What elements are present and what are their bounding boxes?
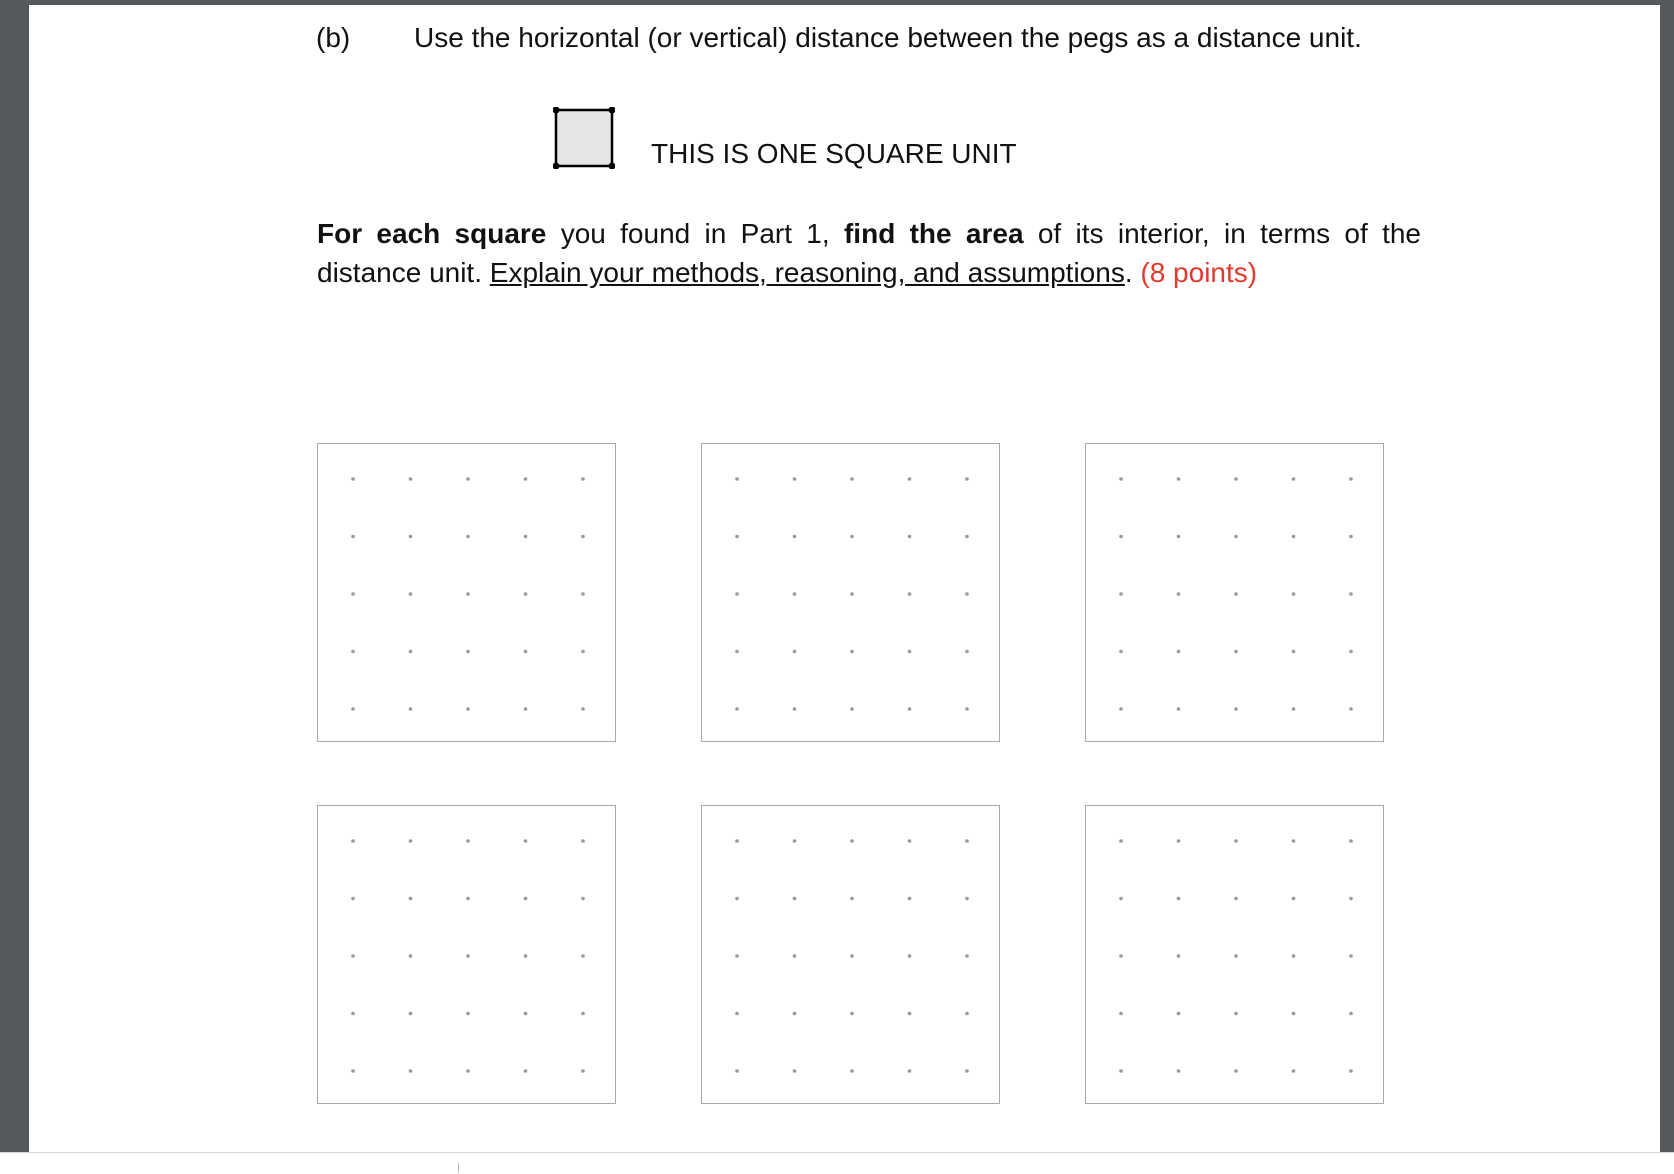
geoboard-peg xyxy=(1119,954,1123,958)
geoboard-peg xyxy=(793,535,797,539)
geoboard-peg xyxy=(735,707,739,711)
geoboard-peg xyxy=(1119,1069,1123,1073)
instruction-text: Use the horizontal (or vertical) distance between the pegs as a distance unit. xyxy=(414,22,1362,53)
geoboard-peg xyxy=(735,954,739,958)
geoboard-peg xyxy=(1349,1069,1353,1073)
geoboard-peg xyxy=(524,535,528,539)
geoboard-peg xyxy=(1177,707,1181,711)
geoboard-peg xyxy=(1119,650,1123,654)
geoboard-peg xyxy=(581,707,585,711)
geoboard-4[interactable] xyxy=(317,805,616,1104)
geoboard-peg xyxy=(1234,592,1238,596)
task-emphasis-area: find the area xyxy=(843,218,1024,249)
geoboard-peg xyxy=(965,839,969,843)
geoboard-peg xyxy=(524,1012,528,1016)
geoboard-peg xyxy=(965,650,969,654)
geoboard-peg xyxy=(409,477,413,481)
geoboard-peg xyxy=(735,535,739,539)
geoboard-peg xyxy=(409,1012,413,1016)
geoboard-peg xyxy=(965,592,969,596)
geoboard-peg xyxy=(466,592,470,596)
task-underlined-text: Explain your methods, reasoning, and assumptions xyxy=(489,257,1125,288)
geoboard-peg xyxy=(1234,535,1238,539)
geoboard-peg xyxy=(1177,839,1181,843)
task-line-2 xyxy=(317,253,1257,292)
geoboard-peg xyxy=(965,1069,969,1073)
geoboard-peg xyxy=(1234,839,1238,843)
geoboard-peg xyxy=(466,839,470,843)
geoboard-peg xyxy=(793,477,797,481)
geoboard-peg xyxy=(581,592,585,596)
geoboard-peg xyxy=(908,477,912,481)
geoboard-peg xyxy=(735,839,739,843)
geoboard-peg xyxy=(1234,477,1238,481)
geoboard-peg xyxy=(409,1069,413,1073)
geoboard-peg xyxy=(1119,839,1123,843)
geoboard-peg xyxy=(1234,650,1238,654)
task-text: . xyxy=(1124,257,1141,288)
unit-square-caption: THIS IS ONE SQUARE UNIT xyxy=(651,138,1017,169)
geoboard-peg xyxy=(793,1012,797,1016)
geoboard-peg xyxy=(1292,1069,1296,1073)
task-text: of its interior, in terms of the xyxy=(1023,218,1421,249)
geoboard-peg xyxy=(351,592,355,596)
geoboard-peg xyxy=(1119,477,1123,481)
geoboard-peg xyxy=(793,592,797,596)
bottom-ruler-tick xyxy=(458,1163,459,1173)
geoboard-peg xyxy=(1349,1012,1353,1016)
geoboard-peg xyxy=(1349,897,1353,901)
geoboard-peg xyxy=(524,592,528,596)
geoboard-peg xyxy=(409,707,413,711)
task-text: distance unit. xyxy=(317,257,490,288)
geoboard-peg xyxy=(466,954,470,958)
geoboard-peg xyxy=(908,650,912,654)
geoboard-peg xyxy=(850,954,854,958)
geoboard-peg xyxy=(735,897,739,901)
geoboard-peg xyxy=(524,954,528,958)
geoboard-peg xyxy=(793,897,797,901)
geoboard-peg xyxy=(351,839,355,843)
geoboard-peg xyxy=(850,707,854,711)
geoboard-peg xyxy=(581,1012,585,1016)
geoboard-peg xyxy=(908,954,912,958)
geoboard-peg xyxy=(351,477,355,481)
geoboard-peg xyxy=(1119,535,1123,539)
geoboard-peg xyxy=(908,1069,912,1073)
geoboard-peg xyxy=(351,954,355,958)
unit-square-shape xyxy=(556,110,612,166)
geoboard-peg xyxy=(524,1069,528,1073)
geoboard-peg xyxy=(965,477,969,481)
geoboard-peg xyxy=(965,897,969,901)
geoboard-peg xyxy=(1234,707,1238,711)
geoboard-peg xyxy=(1234,1012,1238,1016)
geoboard-peg xyxy=(850,535,854,539)
geoboard-peg xyxy=(850,477,854,481)
geoboard-peg xyxy=(908,592,912,596)
geoboard-peg xyxy=(793,650,797,654)
geoboard-peg xyxy=(1349,954,1353,958)
geoboard-peg xyxy=(1292,954,1296,958)
geoboard-peg xyxy=(965,954,969,958)
geoboard-1[interactable] xyxy=(317,443,616,742)
geoboard-peg xyxy=(793,1069,797,1073)
geoboard-peg xyxy=(1292,1012,1296,1016)
geoboard-2[interactable] xyxy=(701,443,1000,742)
geoboard-peg xyxy=(351,650,355,654)
geoboard-peg xyxy=(1349,839,1353,843)
task-emphasis-square: For each square xyxy=(317,218,547,249)
geoboard-peg xyxy=(908,1012,912,1016)
geoboard-peg xyxy=(1292,592,1296,596)
geoboard-peg xyxy=(1234,954,1238,958)
geoboard-6[interactable] xyxy=(1085,805,1384,1104)
geoboard-peg xyxy=(908,707,912,711)
geoboard-peg xyxy=(524,477,528,481)
geoboard-peg xyxy=(1177,1069,1181,1073)
geoboard-peg xyxy=(793,954,797,958)
geoboard-peg xyxy=(351,707,355,711)
geoboard-peg xyxy=(735,592,739,596)
geoboard-peg xyxy=(965,707,969,711)
geoboard-peg xyxy=(1349,650,1353,654)
geoboard-peg xyxy=(850,1069,854,1073)
geoboard-peg xyxy=(1292,839,1296,843)
geoboard-peg xyxy=(466,535,470,539)
geoboard-peg xyxy=(351,897,355,901)
geoboard-peg xyxy=(1349,477,1353,481)
geoboard-peg xyxy=(793,839,797,843)
geoboard-peg xyxy=(1177,592,1181,596)
task-line-1 xyxy=(317,214,1421,253)
geoboard-peg xyxy=(1119,1012,1123,1016)
geoboard-peg xyxy=(1177,1012,1181,1016)
geoboard-peg xyxy=(409,650,413,654)
geoboard-peg xyxy=(351,1069,355,1073)
part-label: (b) xyxy=(316,22,351,53)
geoboard-peg xyxy=(1234,1069,1238,1073)
geoboard-3[interactable] xyxy=(1085,443,1384,742)
geoboard-peg xyxy=(1177,477,1181,481)
geoboard-peg xyxy=(409,535,413,539)
geoboard-peg xyxy=(850,1012,854,1016)
geoboard-peg xyxy=(581,897,585,901)
geoboard-peg xyxy=(850,897,854,901)
geoboard-peg xyxy=(581,535,585,539)
task-text: you found in Part 1, xyxy=(546,218,844,249)
geoboard-peg xyxy=(850,592,854,596)
geoboard-peg xyxy=(735,1012,739,1016)
right-window-margin xyxy=(1660,0,1674,1152)
geoboard-peg xyxy=(1292,897,1296,901)
geoboard-peg xyxy=(850,839,854,843)
geoboard-5[interactable] xyxy=(701,805,1000,1104)
geoboard-peg xyxy=(466,1069,470,1073)
geoboard-peg xyxy=(351,535,355,539)
geoboard-peg xyxy=(735,1069,739,1073)
geoboard-peg xyxy=(524,897,528,901)
geoboard-peg xyxy=(581,954,585,958)
geoboard-peg xyxy=(1177,535,1181,539)
geoboard-peg xyxy=(850,650,854,654)
geoboard-peg xyxy=(908,839,912,843)
geoboard-peg xyxy=(908,897,912,901)
geoboard-peg xyxy=(581,650,585,654)
geoboard-peg xyxy=(1349,592,1353,596)
geoboard-peg xyxy=(735,477,739,481)
geoboard-peg xyxy=(466,1012,470,1016)
geoboard-peg xyxy=(1292,535,1296,539)
geoboard-peg xyxy=(965,535,969,539)
geoboard-peg xyxy=(409,954,413,958)
geoboard-peg xyxy=(524,707,528,711)
geoboard-peg xyxy=(581,839,585,843)
geoboard-peg xyxy=(466,707,470,711)
geoboard-peg xyxy=(1234,897,1238,901)
left-window-margin xyxy=(0,0,29,1152)
points-badge: (8 points) xyxy=(1140,257,1258,288)
geoboard-peg xyxy=(466,477,470,481)
geoboard-peg xyxy=(581,1069,585,1073)
geoboard-peg xyxy=(965,1012,969,1016)
geoboard-peg xyxy=(1119,707,1123,711)
geoboard-peg xyxy=(1349,707,1353,711)
geoboard-peg xyxy=(1349,535,1353,539)
geoboard-peg xyxy=(409,839,413,843)
geoboard-peg xyxy=(409,592,413,596)
geoboard-peg xyxy=(908,535,912,539)
geoboard-peg xyxy=(1177,954,1181,958)
geoboard-peg xyxy=(1292,650,1296,654)
geoboard-peg xyxy=(581,477,585,481)
geoboard-peg xyxy=(1177,897,1181,901)
bottom-status-strip xyxy=(0,1152,1674,1174)
geoboard-peg xyxy=(466,897,470,901)
unit-square-diagram xyxy=(553,107,615,169)
geoboard-peg xyxy=(735,650,739,654)
geoboard-peg xyxy=(524,650,528,654)
geoboard-peg xyxy=(793,707,797,711)
geoboard-peg xyxy=(351,1012,355,1016)
geoboard-peg xyxy=(409,897,413,901)
geoboard-peg xyxy=(1119,592,1123,596)
geoboard-peg xyxy=(466,650,470,654)
geoboard-peg xyxy=(1119,897,1123,901)
geoboard-peg xyxy=(1177,650,1181,654)
geoboard-peg xyxy=(1292,707,1296,711)
geoboard-peg xyxy=(524,839,528,843)
geoboard-peg xyxy=(1292,477,1296,481)
